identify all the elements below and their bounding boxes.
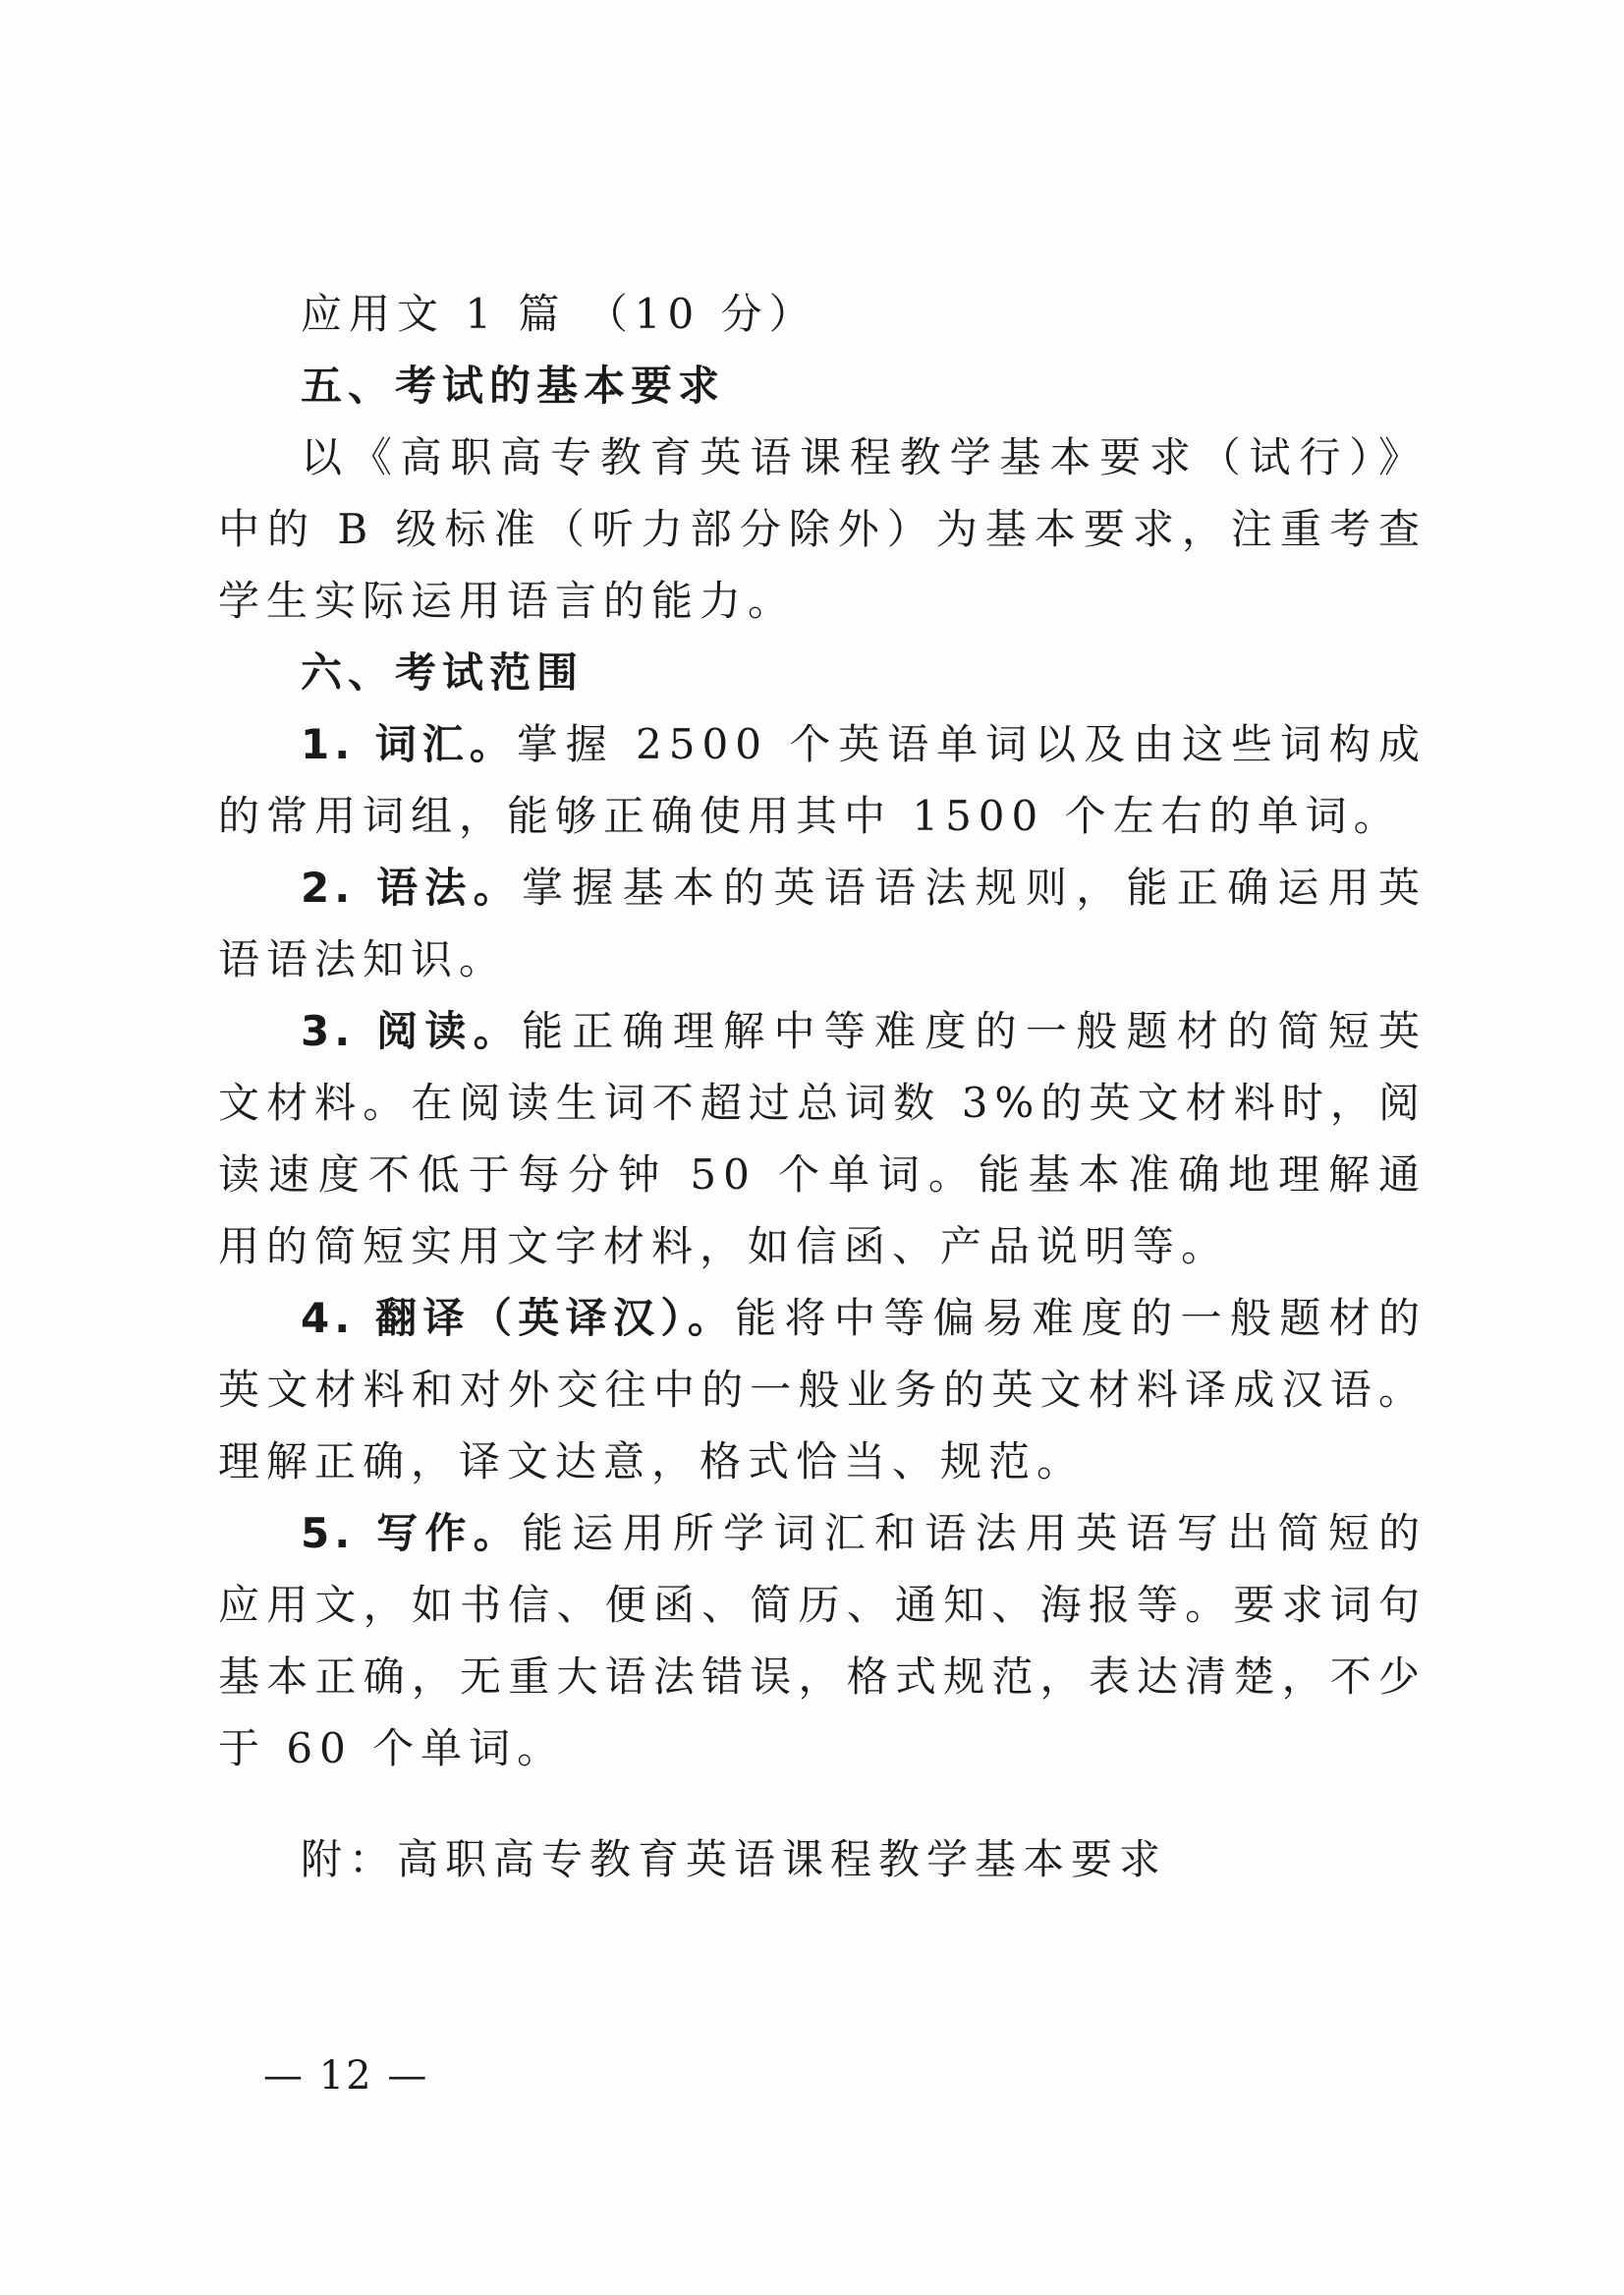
- item-translation: [218, 1282, 1427, 1497]
- item-lead: 4. 翻译（英译汉）。: [301, 1294, 736, 1342]
- applied-writing-line: 应用文 1 篇 （10 分）: [301, 290, 817, 338]
- item-writing: [218, 1497, 1427, 1784]
- item-text: 掌握基本的英语语法规则，能正确运用英语语法知识。: [218, 864, 1427, 983]
- section-heading-6: 六、考试范围: [301, 648, 585, 697]
- item-text: 能正确理解中等难度的一般题材的简短英文材料。在阅读生词不超过总词数 3%的英文材料时，阅读速度不低于每分钟 50 个单词。能基本准确地理解通用的简短实用文字材料，如信函、产品说明等。: [218, 1007, 1427, 1270]
- item-vocabulary: [218, 708, 1427, 852]
- item-lead: 3. 阅读。: [301, 1007, 522, 1055]
- item-grammar: [218, 852, 1427, 995]
- item-reading: [218, 995, 1427, 1282]
- item-text: 能将中等偏易难度的一般题材的英文材料和对外交往中的一般业务的英文材料译成汉语。理解正确，译文达意，格式恰当、规范。: [218, 1294, 1427, 1485]
- item-lead: 5. 写作。: [301, 1509, 522, 1557]
- item-lead: 2. 语法。: [301, 864, 522, 912]
- item-text: 能运用所学词汇和语法用英语写出简短的应用文，如书信、便函、简历、通知、海报等。要求词句基本正确，无重大语法错误，格式规范，表达清楚，不少于 60 个单词。: [218, 1509, 1427, 1772]
- item-lead: 1. 词汇。: [301, 720, 517, 768]
- document-body: [218, 278, 1427, 1895]
- section-5-paragraph: 以《高职高专教育英语课程教学基本要求（试行）》中的 B 级标准（听力部分除外）为基本要求，注重考查学生实际运用语言的能力。: [218, 433, 1427, 625]
- page-number: — 12 —: [263, 2053, 429, 2099]
- item-text: 掌握 2500 个英语单词以及由这些词构成的常用词组，能够正确使用其中 1500 个左右的单词。: [218, 720, 1427, 840]
- section-heading-5: 五、考试的基本要求: [301, 362, 726, 410]
- attachment-note: 附：高职高专教育英语课程教学基本要求: [301, 1835, 1168, 1883]
- spacer: [218, 1784, 1427, 1823]
